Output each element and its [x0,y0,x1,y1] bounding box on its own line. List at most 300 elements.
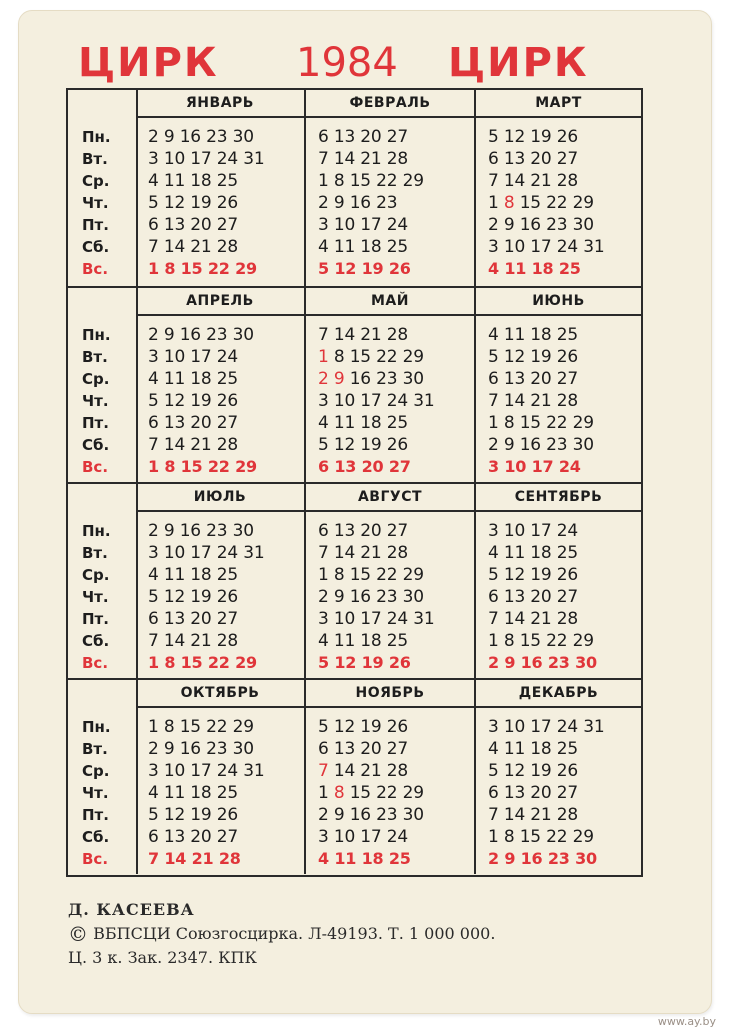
day-number: 29 [402,783,424,803]
day-number: 23 [206,739,228,759]
day-number: 1 [488,827,499,847]
day-number: 3 [318,391,329,411]
weekday-label: Чт. [82,194,109,212]
day-row [476,586,641,608]
day-number: 7 [488,171,499,191]
weekday-label: Пн. [82,326,111,344]
day-number: 15 [180,457,203,476]
month-name: ИЮНЬ [476,288,641,316]
day-number: 10 [333,827,356,847]
day-number: 1 [318,565,329,585]
day-row [306,236,474,258]
day-number: 23 [546,215,568,235]
day-row [136,804,304,826]
month-block [306,90,476,286]
day-number: 27 [216,413,238,433]
day-number: 10 [163,761,186,781]
day-row [476,826,641,848]
month-name: МАЙ [306,288,474,316]
day-number: 3 [148,761,159,781]
day-number: 25 [216,369,238,389]
day-number: 11 [334,849,357,868]
day-number: 1 [318,347,329,367]
day-number: 29 [572,413,594,433]
day-number: 4 [488,325,499,345]
day-row [306,542,474,564]
day-row [306,258,474,280]
day-row [136,456,304,478]
day-number: 13 [163,413,186,433]
day-number: 18 [360,413,382,433]
day-row [476,434,641,456]
day-number: 2 [148,325,159,345]
day-number: 8 [333,171,345,191]
day-number: 11 [503,325,526,345]
day-number: 29 [235,653,257,672]
day-number: 19 [190,193,212,213]
day-number: 4 [148,783,159,803]
day-number: 25 [386,237,408,257]
day-number: 24 [386,609,408,629]
day-number: 25 [556,739,578,759]
day-number: 27 [388,457,411,476]
day-row [306,346,474,368]
day-number: 5 [148,391,159,411]
day-number: 31 [413,391,435,411]
weekday-label: Сб. [82,632,110,650]
day-number: 8 [164,457,176,476]
day-number: 2 [488,435,499,455]
day-number: 15 [179,717,201,737]
day-number: 17 [360,391,382,411]
day-row [136,716,304,738]
day-number: 20 [530,369,552,389]
day-number: 5 [488,347,499,367]
day-number: 15 [519,827,541,847]
day-number: 21 [530,805,552,825]
day-number: 24 [216,761,238,781]
month-block [306,484,476,678]
day-number: 11 [163,783,186,803]
day-number: 9 [163,739,175,759]
day-number: 13 [163,609,186,629]
day-number: 12 [334,653,357,672]
day-number: 11 [333,631,356,651]
day-number: 12 [503,347,526,367]
day-number: 21 [530,609,552,629]
day-row [136,564,304,586]
day-number: 8 [333,783,345,803]
day-number: 18 [530,543,552,563]
day-number: 11 [163,565,186,585]
day-number: 11 [504,259,527,278]
title-left: ЦИРК [78,40,219,86]
day-number: 24 [386,827,408,847]
day-row [306,390,474,412]
day-number: 23 [206,521,228,541]
day-number: 22 [376,347,398,367]
day-number: 8 [163,717,175,737]
day-number: 23 [376,369,398,389]
weekday-label: Чт. [82,588,109,606]
day-row [306,738,474,760]
day-number: 16 [179,521,201,541]
day-number: 28 [386,149,408,169]
year-title: 1984 [296,40,398,86]
day-number: 20 [361,457,384,476]
day-number: 28 [216,435,238,455]
day-number: 25 [558,259,581,278]
day-number: 26 [388,259,411,278]
weekday-label: Чт. [82,392,109,410]
day-number: 16 [349,369,371,389]
day-row [306,782,474,804]
day-number: 3 [488,237,499,257]
day-number: 3 [318,827,329,847]
day-row [136,236,304,258]
day-row [136,782,304,804]
day-number: 25 [556,543,578,563]
day-number: 23 [376,805,398,825]
day-number: 15 [519,193,541,213]
weekday-label: Ср. [82,566,110,584]
day-number: 5 [318,435,329,455]
day-number: 14 [163,435,186,455]
day-number: 28 [556,805,578,825]
day-number: 23 [376,587,398,607]
day-number: 4 [488,259,499,278]
month-block [476,680,641,874]
day-number: 6 [318,739,329,759]
day-number: 26 [386,435,408,455]
day-number: 6 [318,521,329,541]
day-number: 10 [503,237,526,257]
day-row [476,324,641,346]
day-number: 4 [488,543,499,563]
day-number: 9 [163,325,175,345]
day-number: 31 [243,761,265,781]
day-number: 16 [349,587,371,607]
day-row [136,434,304,456]
day-number: 1 [148,653,159,672]
day-number: 7 [148,631,159,651]
day-number: 26 [556,761,578,781]
day-number: 14 [333,325,356,345]
day-number: 10 [333,609,356,629]
day-row [136,760,304,782]
day-number: 22 [207,653,230,672]
day-number: 29 [402,171,424,191]
day-row [476,848,641,870]
day-number: 22 [546,631,568,651]
day-number: 29 [232,717,254,737]
day-number: 13 [333,521,356,541]
day-number: 19 [361,259,384,278]
day-number: 21 [360,149,382,169]
weekday-label: Вс. [82,458,109,476]
day-number: 18 [360,631,382,651]
day-number: 28 [556,391,578,411]
day-number: 26 [216,391,238,411]
day-number: 7 [318,149,329,169]
month-block [476,484,641,678]
day-number: 2 [148,739,159,759]
weekday-label: Вт. [82,740,108,758]
day-number: 8 [503,631,515,651]
month-name: НОЯБРЬ [306,680,474,708]
day-number: 27 [216,215,238,235]
day-number: 6 [488,783,499,803]
day-number: 27 [386,521,408,541]
day-number: 21 [190,237,212,257]
day-row [476,608,641,630]
day-number: 30 [575,653,597,672]
weekday-label-column [68,90,138,286]
day-number: 13 [163,827,186,847]
day-number: 11 [503,543,526,563]
day-number: 3 [488,521,499,541]
day-number: 2 [318,587,329,607]
day-number: 7 [488,805,499,825]
day-number: 21 [360,543,382,563]
day-number: 15 [349,783,371,803]
day-number: 30 [232,325,254,345]
day-number: 31 [243,543,265,563]
day-number: 13 [503,369,526,389]
day-number: 25 [386,631,408,651]
day-number: 29 [572,193,594,213]
quarter-block [68,482,641,678]
day-number: 18 [531,259,554,278]
day-number: 25 [216,783,238,803]
day-number: 31 [583,237,605,257]
day-number: 17 [190,347,212,367]
day-number: 21 [530,391,552,411]
author-name: Д. КАСЕЕВА [68,900,195,919]
day-row [306,170,474,192]
day-number: 19 [530,127,552,147]
day-number: 17 [530,237,552,257]
watermark: www.ay.by [657,1015,716,1028]
day-number: 4 [318,237,329,257]
month-block [136,680,306,874]
day-number: 4 [488,739,499,759]
day-number: 12 [163,193,186,213]
day-row [476,126,641,148]
weekday-label: Вс. [82,850,109,868]
day-number: 6 [148,413,159,433]
day-number: 13 [163,215,186,235]
day-row [476,192,641,214]
day-number: 26 [216,805,238,825]
day-number: 19 [361,653,384,672]
day-number: 21 [360,325,382,345]
day-number: 26 [216,193,238,213]
day-number: 9 [333,193,345,213]
weekday-label-column [68,680,138,874]
day-row [136,324,304,346]
day-number: 5 [148,587,159,607]
day-row [476,760,641,782]
day-number: 16 [349,193,371,213]
day-number: 26 [216,587,238,607]
day-row [476,804,641,826]
day-number: 11 [333,413,356,433]
day-number: 30 [575,849,597,868]
day-number: 18 [530,739,552,759]
credits [68,898,495,970]
weekday-label: Сб. [82,828,110,846]
day-row [476,236,641,258]
day-number: 8 [333,565,345,585]
day-number: 30 [232,521,254,541]
day-row [136,390,304,412]
day-number: 30 [402,805,424,825]
day-number: 23 [547,653,570,672]
day-row [306,148,474,170]
day-number: 31 [243,149,265,169]
day-number: 14 [163,631,186,651]
publisher-text: ВБПСЦИ Союзгосцирка. Л-49193. Т. 1 000 000. [93,924,496,943]
day-number: 15 [180,653,203,672]
weekday-label-column [68,288,138,482]
day-row [136,630,304,652]
day-number: 30 [572,215,594,235]
day-number: 22 [207,457,230,476]
day-number: 10 [163,149,186,169]
day-number: 23 [546,435,568,455]
day-number: 22 [207,259,230,278]
day-number: 4 [318,631,329,651]
day-number: 22 [376,783,398,803]
day-number: 30 [402,369,424,389]
day-number: 14 [333,149,356,169]
day-row [306,412,474,434]
weekday-label: Ср. [82,172,110,190]
day-number: 22 [546,413,568,433]
day-number: 15 [180,259,203,278]
day-number: 12 [503,565,526,585]
day-number: 19 [190,805,212,825]
day-number: 20 [190,215,212,235]
day-number: 17 [360,609,382,629]
day-number: 19 [530,347,552,367]
day-number: 20 [190,413,212,433]
day-number: 7 [148,435,159,455]
day-number: 2 [488,215,499,235]
day-number: 25 [556,325,578,345]
day-number: 17 [530,521,552,541]
day-number: 6 [148,609,159,629]
day-row [306,456,474,478]
day-number: 9 [504,653,516,672]
weekday-label: Пн. [82,522,111,540]
day-number: 6 [148,215,159,235]
day-number: 9 [333,369,345,389]
day-number: 26 [556,127,578,147]
day-number: 27 [386,127,408,147]
day-number: 2 [488,653,499,672]
day-number: 19 [530,761,552,781]
day-number: 13 [503,783,526,803]
day-number: 13 [333,739,356,759]
day-row [306,848,474,870]
day-number: 8 [164,653,176,672]
day-number: 1 [318,171,329,191]
day-number: 24 [216,347,238,367]
day-number: 2 [318,369,329,389]
day-number: 15 [519,413,541,433]
day-number: 28 [386,543,408,563]
month-name: АПРЕЛЬ [136,288,304,316]
day-number: 16 [179,127,201,147]
day-number: 27 [216,609,238,629]
day-number: 6 [148,827,159,847]
day-number: 29 [572,827,594,847]
day-number: 19 [530,565,552,585]
day-number: 19 [190,587,212,607]
day-number: 20 [530,149,552,169]
day-number: 24 [216,149,238,169]
day-number: 9 [163,127,175,147]
day-number: 17 [360,215,382,235]
day-number: 22 [376,565,398,585]
day-number: 5 [318,653,329,672]
day-number: 26 [556,565,578,585]
day-number: 21 [191,849,214,868]
day-row [136,214,304,236]
day-number: 1 [148,457,159,476]
weekday-label: Ср. [82,762,110,780]
day-number: 18 [190,369,212,389]
day-number: 1 [488,631,499,651]
day-number: 4 [318,413,329,433]
publisher-line [68,922,495,946]
day-number: 25 [386,413,408,433]
day-number: 3 [488,457,499,476]
day-number: 15 [519,631,541,651]
day-number: 2 [318,805,329,825]
day-row [476,346,641,368]
day-row [136,586,304,608]
weekday-label: Вт. [82,150,108,168]
day-number: 4 [148,565,159,585]
day-number: 18 [190,565,212,585]
day-number: 7 [318,543,329,563]
weekday-label: Пт. [82,610,109,628]
weekday-label: Ср. [82,370,110,388]
day-number: 13 [503,587,526,607]
day-number: 11 [163,171,186,191]
day-number: 12 [334,259,357,278]
day-number: 20 [530,587,552,607]
quarter-block [68,678,641,874]
day-number: 9 [333,587,345,607]
month-name: АВГУСТ [306,484,474,512]
day-number: 16 [179,739,201,759]
day-number: 18 [360,237,382,257]
weekday-label: Пт. [82,806,109,824]
day-number: 22 [546,827,568,847]
day-number: 31 [413,609,435,629]
day-row [136,848,304,870]
day-number: 3 [148,543,159,563]
day-number: 17 [190,761,212,781]
day-row [136,738,304,760]
day-number: 8 [503,413,515,433]
month-block [136,90,306,286]
day-number: 14 [503,805,526,825]
